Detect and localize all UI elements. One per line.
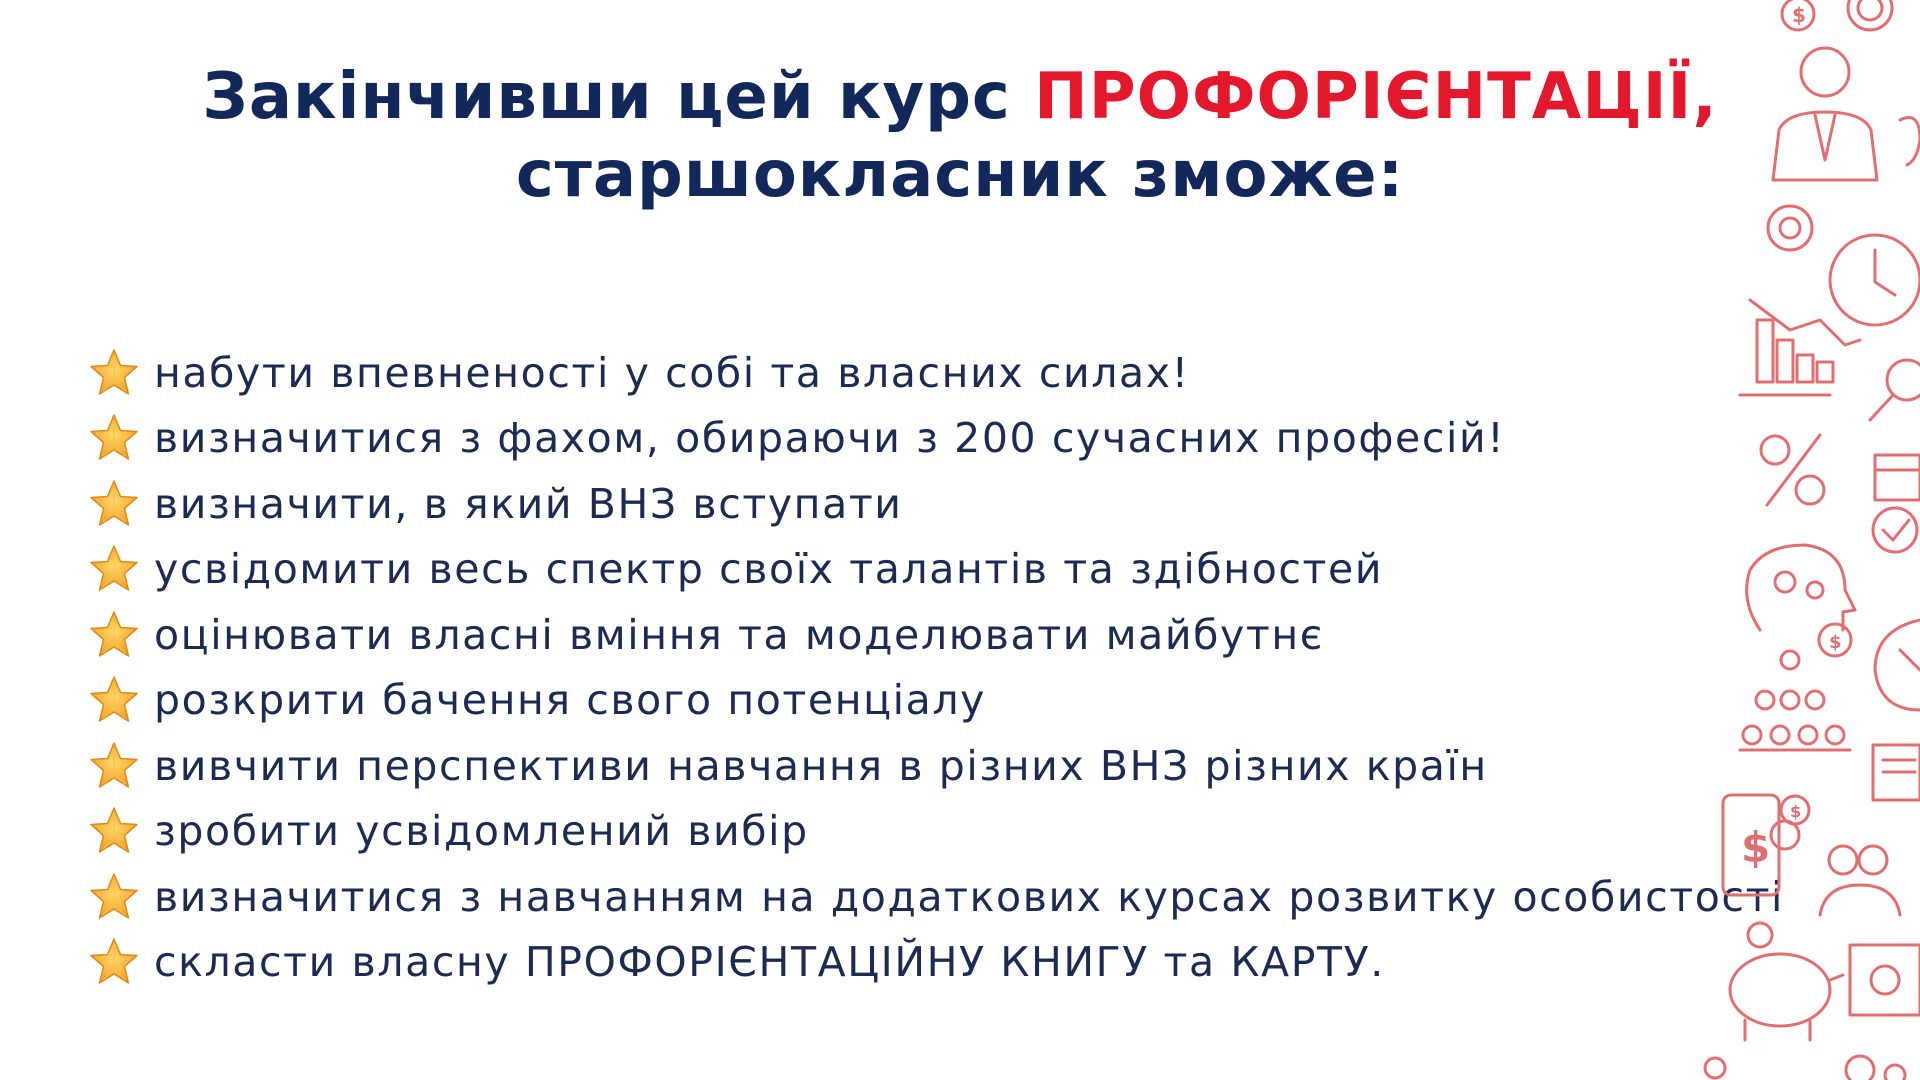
chart-icon: [1740, 300, 1860, 395]
star-icon: [88, 740, 140, 792]
list-item-text: розкрити бачення свого потенціалу: [154, 676, 987, 725]
star-icon: [88, 543, 140, 595]
magnifier-icon: [1870, 360, 1920, 420]
star-icon: [88, 936, 140, 988]
piggy-bank-icon: [1730, 923, 1843, 1040]
people-group-icon: [1740, 651, 1850, 750]
calendar-icon: [1875, 455, 1920, 500]
star-icon: [88, 412, 140, 464]
dollar-coin-icon: [1782, 0, 1814, 30]
outcomes-list: [88, 340, 1784, 995]
list-item: [88, 471, 1784, 537]
team-icon: [1820, 846, 1900, 915]
title-line-1: [0, 58, 1920, 136]
title-prefix: Закінчивши цей курс: [202, 60, 1035, 134]
svg-text:$: $: [1829, 632, 1842, 653]
check-circle-icon: [1873, 508, 1917, 552]
star-icon: [88, 871, 140, 923]
list-item-text: набути впевненості у собі та власних силах!: [154, 348, 1190, 397]
head-gears-icon: [1747, 545, 1855, 630]
svg-text:$: $: [1792, 3, 1806, 27]
list-item: [88, 406, 1784, 472]
gear-icon: [1705, 1056, 1905, 1080]
title-line-2: старшокласник зможе:: [515, 138, 1405, 212]
businessman-icon: [1773, 48, 1877, 180]
list-item-text: оцінювати власні вміння та моделювати майбутнє: [154, 610, 1324, 659]
svg-text:$: $: [1790, 802, 1802, 821]
dollar-coin-icon: [1819, 624, 1851, 656]
lightbulb-icon: [1900, 118, 1920, 166]
gear-icon: [1848, 0, 1892, 30]
clock-icon: [1830, 235, 1920, 325]
list-item: [88, 340, 1784, 406]
list-item-text: скласти власну ПРОФОРІЄНТАЦІЙНУ КНИГУ та КАРТУ.: [154, 938, 1385, 987]
document-icon: [1873, 745, 1920, 800]
safe-icon: [1850, 945, 1920, 1015]
star-icon: [88, 478, 140, 530]
list-item-text: визначитися з фахом, обираючи з 200 сучасних професій!: [154, 414, 1506, 463]
pie-chart-icon: [1875, 620, 1920, 710]
gear-icon: [1768, 206, 1812, 250]
star-icon: [88, 347, 140, 399]
business-icons-decoration: [1695, 0, 1920, 1080]
list-item-text: усвідомити весь спектр своїх талантів та здібностей: [154, 545, 1384, 594]
star-icon: [88, 805, 140, 857]
list-item-text: зробити усвідомлений вибір: [154, 807, 809, 856]
title-highlight: ПРОФОРІЄНТАЦІЇ,: [1034, 60, 1718, 134]
list-item: [88, 602, 1784, 668]
list-item: [88, 864, 1784, 930]
list-item: [88, 930, 1784, 996]
list-item-text: визначитися з навчанням на додаткових курсах розвитку особистості: [154, 872, 1785, 921]
phone-icon: [1723, 795, 1779, 895]
percent-icon: [1761, 435, 1824, 505]
list-item-text: вивчити перспективи навчання в різних ВНЗ різних країн: [154, 741, 1488, 790]
star-icon: [88, 674, 140, 726]
svg-text:$: $: [1741, 823, 1771, 872]
list-item: [88, 733, 1784, 799]
list-item: [88, 537, 1784, 603]
list-item-text: визначити, в який ВНЗ вступати: [154, 479, 903, 528]
star-icon: [88, 609, 140, 661]
dollar-coin-icon: [1771, 796, 1809, 849]
list-item: [88, 799, 1784, 865]
list-item: [88, 668, 1784, 734]
slide-title: [0, 58, 1920, 214]
